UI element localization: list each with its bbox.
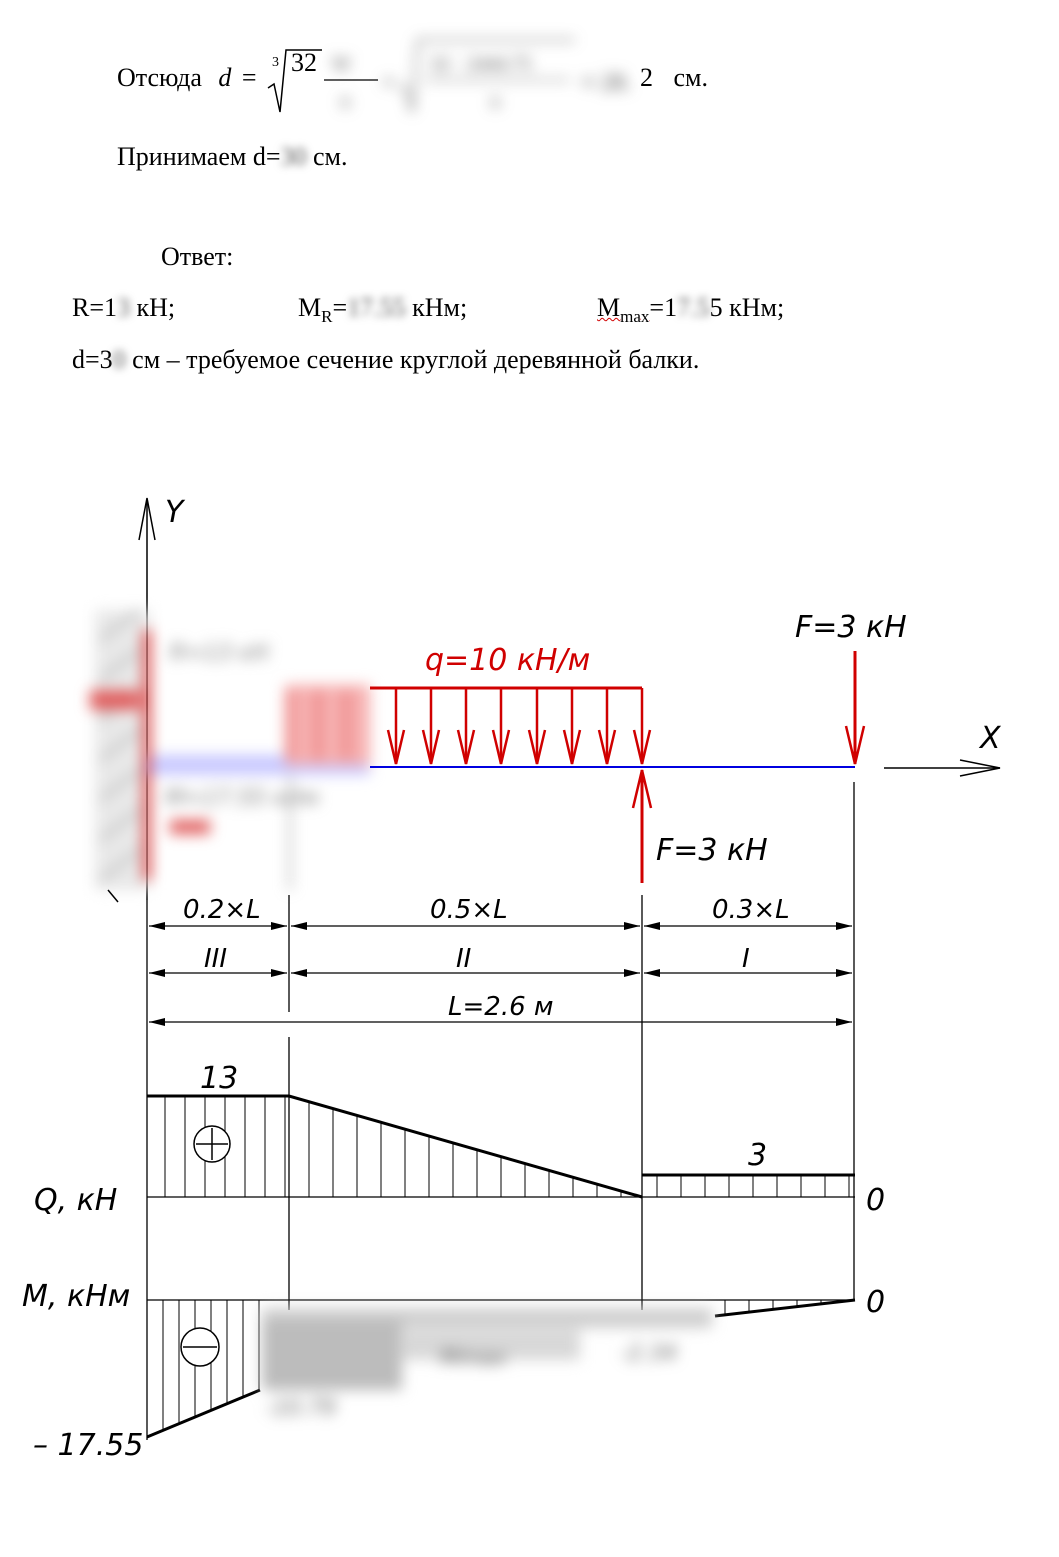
dim-length-3: 0.2×L xyxy=(183,895,261,925)
answer-r-unit: кН; xyxy=(136,293,176,322)
moment-outline-right xyxy=(715,1300,855,1316)
support-blurred-region xyxy=(90,610,370,890)
distributed-load xyxy=(370,688,650,764)
formula-variable: d xyxy=(218,63,232,92)
answer-mr-label: M xyxy=(298,293,322,322)
distributed-load-label: q=10 кН/м xyxy=(425,643,591,678)
formula-equals: = xyxy=(241,63,257,92)
dimension-row-sections xyxy=(149,944,852,974)
moment-diagram xyxy=(22,1279,885,1463)
dim-total-length: L=2.6 м xyxy=(448,992,554,1022)
formula-result-tail: 2 xyxy=(640,63,653,92)
formula-unit: см. xyxy=(673,63,708,92)
svg-text:π: π xyxy=(340,91,351,113)
dim-length-2: 0.5×L xyxy=(430,895,508,925)
x-axis-label: X xyxy=(980,721,1001,756)
accept-unit: см. xyxy=(313,142,348,171)
answer-r-label: R=1 xyxy=(72,293,118,322)
accept-text: Принимаем d= xyxy=(117,142,281,171)
svg-text:R=13 кН: R=13 кН xyxy=(170,641,269,666)
answer-r-hidden: 3 xyxy=(117,293,131,322)
svg-text:-2.34: -2.34 xyxy=(620,1341,677,1366)
svg-text:-10.79: -10.79 xyxy=(265,1396,336,1421)
answer-mmax-hidden: 7.5 xyxy=(677,293,710,322)
svg-text:32 · 2444.75: 32 · 2444.75 xyxy=(430,53,532,75)
y-axis-label: Y xyxy=(165,495,184,530)
svg-text:≈ 28.: ≈ 28. xyxy=(582,70,632,96)
force-down-label: F=3 кН xyxy=(795,610,907,645)
answer-d-hidden: 0 xyxy=(112,345,126,374)
accept-hidden-value: 30 xyxy=(280,142,307,171)
answer-mr-eq: = xyxy=(332,293,348,322)
svg-text:π: π xyxy=(490,91,501,113)
formula-radical xyxy=(268,50,322,112)
svg-text:M=17.55 кНм: M=17.55 кНм xyxy=(165,786,319,811)
shear-value-right: 3 xyxy=(748,1138,768,1173)
answer-mr-sub: R xyxy=(321,307,333,327)
answer-heading-text: Ответ: xyxy=(161,242,234,271)
answer-d-rest: см – требуемое сечение круглой деревянной балки. xyxy=(132,345,700,374)
moment-axis-label: M, кНм xyxy=(22,1279,131,1314)
answer-mr-unit: кНм; xyxy=(412,293,468,322)
dim-length-1: 0.3×L xyxy=(712,895,790,925)
answer-mmax-eq: =1 xyxy=(649,293,678,322)
formula-root-index-value: 3 xyxy=(272,55,279,70)
force-up-label: F=3 кН xyxy=(656,833,768,868)
answer-mr-hidden: 17.55 xyxy=(347,293,406,322)
shear-value-left: 13 xyxy=(200,1061,239,1096)
moment-zero-label: 0 xyxy=(866,1285,886,1320)
moment-value-left: – 17.55 xyxy=(33,1428,144,1463)
moment-blurred-region xyxy=(262,1308,712,1421)
shear-axis-label: Q, кН xyxy=(34,1183,118,1218)
answer-d-label: d=3 xyxy=(72,345,113,374)
svg-text:Mmax: Mmax xyxy=(440,1346,507,1371)
support-tick xyxy=(108,890,118,902)
dimension-row-total xyxy=(149,992,852,1022)
formula-prefix: Отсюда xyxy=(117,63,202,92)
answer-mmax-label: M xyxy=(597,293,621,322)
shear-zero-label: 0 xyxy=(866,1183,886,1218)
answer-mmax-unit: 5 кНм; xyxy=(709,293,785,322)
svg-text:=: = xyxy=(382,70,396,96)
answer-mmax-sub: max xyxy=(620,307,650,327)
formula-blurred-part xyxy=(332,40,631,113)
dimension-row-lengths xyxy=(149,895,852,926)
formula-numerator-value: 32 xyxy=(291,48,317,77)
dim-section-2: II xyxy=(456,944,472,974)
svg-text:W: W xyxy=(332,53,351,75)
shear-diagram xyxy=(34,1061,885,1218)
dim-section-3: III xyxy=(204,944,228,974)
dim-section-1: I xyxy=(742,944,750,974)
